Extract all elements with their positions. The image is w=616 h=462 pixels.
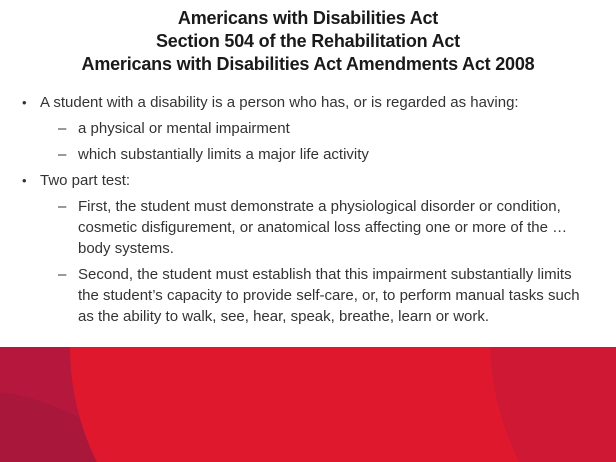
dash-marker: – [58, 146, 67, 163]
title-line-2: Section 504 of the Rehabilitation Act [156, 31, 460, 51]
sub-bullet-item [0, 144, 600, 165]
bullet-item [0, 92, 600, 113]
bullet-text: Second, the student must establish that this impairment substantially limits the student’s capacity to provide self-care, or, to perform manual tasks such as the ability to walk, see, hear, speak, breathe, learn or work. [78, 266, 580, 325]
bullet-item [0, 170, 600, 191]
title-line-3: Americans with Disabilities Act Amendments Act 2008 [81, 54, 535, 74]
bullet-marker: • [22, 95, 27, 110]
dash-marker: – [58, 120, 67, 137]
bullet-text: First, the student must demonstrate a physiological disorder or condition, cosmetic disfigurement, or anatomical loss affecting one or more of the … body systems. [78, 198, 568, 257]
sub-bullet-item [0, 264, 600, 327]
dash-marker: – [58, 198, 67, 215]
bullet-text: which substantially limits a major life activity [78, 146, 369, 163]
title-line-1: Americans with Disabilities Act [177, 8, 439, 28]
dash-marker: – [58, 266, 67, 283]
slide-title [0, 7, 616, 76]
slide-body [0, 92, 600, 332]
bullet-text: A student with a disability is a person who has, or is regarded as having: [40, 94, 519, 111]
sub-bullet-item [0, 196, 600, 259]
bullet-text: Two part test: [40, 172, 131, 189]
bullet-text: a physical or mental impairment [78, 120, 290, 137]
footer-decoration-band [0, 347, 616, 462]
sub-bullet-item [0, 118, 600, 139]
bullet-marker: • [22, 173, 27, 188]
